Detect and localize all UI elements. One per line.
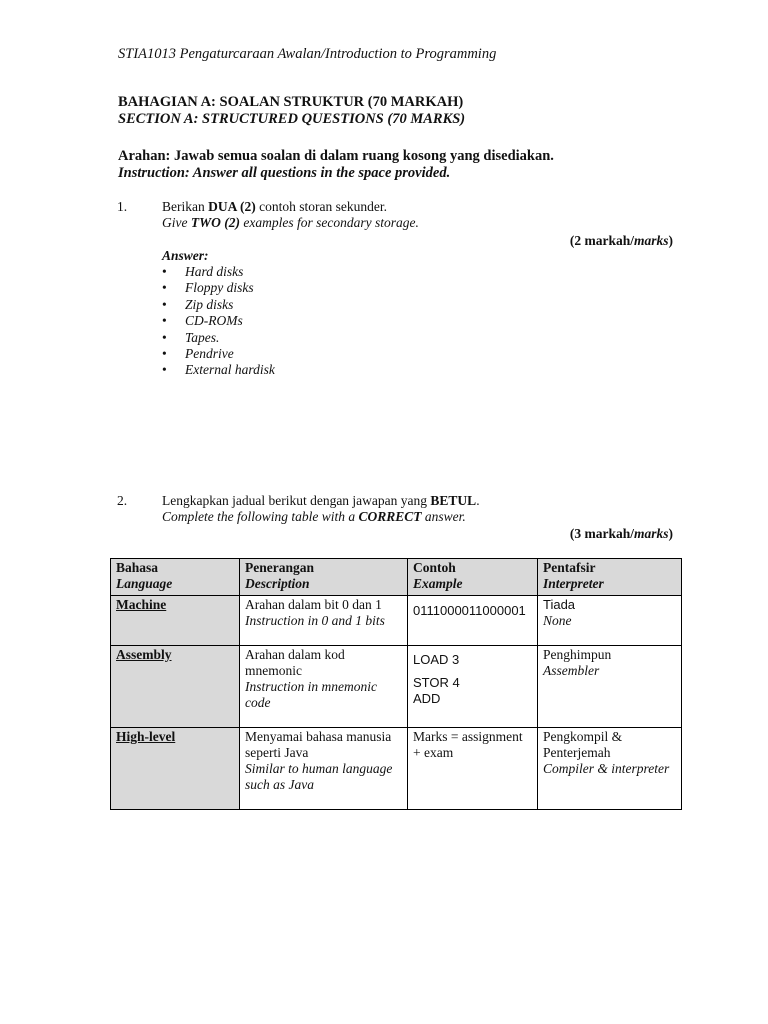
description-en: Instruction in mnemonic code — [245, 679, 377, 710]
table-row — [111, 646, 682, 728]
q1-ms-bold: DUA (2) — [208, 199, 256, 214]
q1-marks-pre: (2 markah/ — [569, 233, 634, 248]
header-en: Description — [245, 576, 310, 591]
interpreter-ms: Tiada — [543, 597, 576, 612]
language-name: Machine — [116, 597, 167, 612]
cell-language — [111, 596, 240, 646]
header-ms: Pentafsir — [543, 560, 596, 575]
q2-marks — [500, 526, 673, 542]
table-row — [111, 728, 682, 810]
q2-text-en — [162, 509, 466, 525]
cell-description — [240, 596, 408, 646]
header-en: Interpreter — [543, 576, 604, 591]
interpreter-en: None — [543, 613, 572, 628]
cell-interpreter — [538, 728, 682, 810]
list-item: • Hard disks — [162, 264, 462, 280]
example-line: Marks = assignment + exam — [413, 729, 523, 760]
cell-description — [240, 646, 408, 728]
cell-interpreter — [538, 646, 682, 728]
q1-marks-it: marks — [633, 233, 669, 248]
instruction-en: Instruction: Answer all questions in the space provided. — [118, 165, 451, 181]
description-en: Similar to human language such as Java — [245, 761, 393, 792]
example-line: ADD — [413, 691, 441, 706]
list-item: • Floppy disks — [162, 280, 462, 296]
description-ms: Arahan dalam kod mnemonic — [245, 647, 345, 678]
q1-answer-label: Answer: — [162, 248, 209, 263]
header-ms: Penerangan — [245, 560, 314, 575]
cell-description — [240, 728, 408, 810]
language-table — [110, 558, 682, 810]
language-name: High-level — [116, 729, 176, 744]
header-ms: Contoh — [413, 560, 456, 575]
example-line: STOR 4 — [413, 675, 460, 690]
list-item: • Zip disks — [162, 297, 462, 313]
q2-marks-pre: (3 markah/ — [569, 526, 634, 541]
q1-en-bold: TWO (2) — [190, 215, 240, 230]
q1-text-ms — [162, 199, 387, 215]
description-ms: Menyamai bahasa manusia seperti Java — [245, 729, 392, 760]
q2-marks-post: ) — [668, 526, 673, 541]
q2-ms-pre: Lengkapkan jadual berikut dengan jawapan yang — [162, 493, 431, 508]
q1-text-en — [162, 215, 419, 231]
q2-en-bold: CORRECT — [358, 509, 422, 524]
table-header-row — [111, 559, 682, 596]
section-title-ms: BAHAGIAN A: SOALAN STRUKTUR (70 MARKAH) — [118, 94, 464, 110]
interpreter-ms: Penghimpun — [543, 647, 612, 662]
header-language — [111, 559, 240, 596]
header-description — [240, 559, 408, 596]
course-header: STIA1013 Pengaturcaraan Awalan/Introduction to Programming — [118, 46, 497, 62]
header-en: Language — [116, 576, 173, 591]
q1-marks — [500, 233, 673, 249]
instruction-ms: Arahan: Jawab semua soalan di dalam ruang kosong yang disediakan. — [118, 148, 554, 164]
q2-en-pre: Complete the following table with a — [162, 509, 359, 524]
q2-text-ms — [162, 493, 480, 509]
q2-ms-post: . — [476, 493, 480, 508]
q1-ms-post: contoh storan sekunder. — [255, 199, 387, 214]
q2-marks-it: marks — [633, 526, 669, 541]
description-ms: Arahan dalam bit 0 dan 1 — [245, 597, 382, 612]
cell-language — [111, 646, 240, 728]
cell-example — [408, 646, 538, 728]
q1-answer-list — [162, 264, 462, 379]
header-interpreter — [538, 559, 682, 596]
list-item: • CD-ROMs — [162, 313, 462, 329]
section-title-en: SECTION A: STRUCTURED QUESTIONS (70 MARKS) — [118, 111, 466, 127]
q2-number: 2. — [117, 493, 128, 508]
description-en: Instruction in 0 and 1 bits — [245, 613, 385, 628]
interpreter-ms: Pengkompil & Penterjemah — [543, 729, 623, 760]
list-item: • Tapes. — [162, 330, 462, 346]
q2-en-post: answer. — [421, 509, 466, 524]
cell-interpreter — [538, 596, 682, 646]
header-ms: Bahasa — [116, 560, 159, 575]
cell-example — [408, 728, 538, 810]
q1-ms-pre: Berikan — [162, 199, 209, 214]
header-en: Example — [413, 576, 463, 591]
language-name: Assembly — [116, 647, 172, 662]
list-item: • Pendrive — [162, 346, 462, 362]
cell-example — [408, 596, 538, 646]
table-row — [111, 596, 682, 646]
header-example — [408, 559, 538, 596]
q1-en-pre: Give — [162, 215, 191, 230]
list-item: • External hardisk — [162, 362, 462, 378]
cell-language — [111, 728, 240, 810]
q1-number: 1. — [117, 199, 128, 214]
q1-en-post: examples for secondary storage. — [239, 215, 419, 230]
interpreter-en: Assembler — [543, 663, 600, 678]
example-line: LOAD 3 — [413, 652, 460, 667]
q2-ms-bold: BETUL — [430, 493, 477, 508]
q1-marks-post: ) — [668, 233, 673, 248]
interpreter-en: Compiler & interpreter — [543, 761, 670, 776]
example-line: 0111000011000001 — [413, 603, 526, 618]
